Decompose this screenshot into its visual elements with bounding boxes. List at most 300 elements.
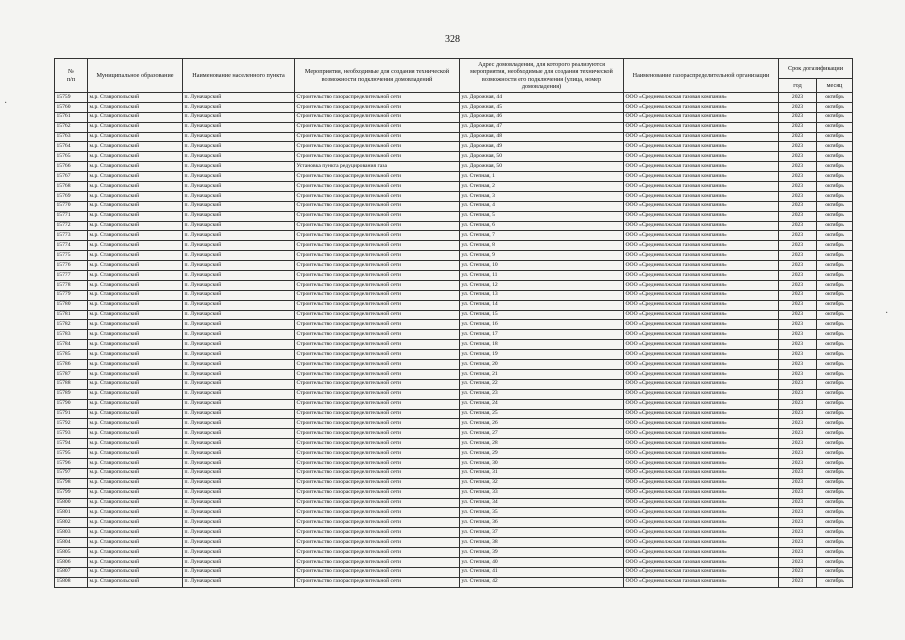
cell-number: 15783 — [55, 330, 88, 340]
table-row — [55, 320, 853, 330]
cell-address: ул. Степная, 26 — [460, 419, 624, 429]
table-row — [55, 162, 853, 172]
cell-number: 15790 — [55, 399, 88, 409]
cell-number: 15775 — [55, 251, 88, 261]
table-row — [55, 547, 853, 557]
cell-measure: Строительство газораспределительной сети — [295, 112, 460, 122]
cell-municipality: м.р. Ставропольский — [88, 132, 183, 142]
cell-address: ул. Степная, 13 — [460, 290, 624, 300]
cell-month: октябрь — [817, 429, 853, 439]
margin-scan-mark: · — [4, 98, 8, 109]
header-measures: Мероприятия, необходимые для создания технической возможности подключения домовладений — [295, 59, 460, 93]
cell-address: ул. Степная, 5 — [460, 211, 624, 221]
cell-gas-organization: ООО «Средневолжская газовая компания» — [624, 182, 779, 192]
cell-number: 15781 — [55, 310, 88, 320]
cell-month: октябрь — [817, 458, 853, 468]
cell-year: 2023 — [779, 439, 817, 449]
cell-address: ул. Степная, 10 — [460, 261, 624, 271]
cell-measure: Строительство газораспределительной сети — [295, 538, 460, 548]
cell-number: 15794 — [55, 439, 88, 449]
cell-gas-organization: ООО «Средневолжская газовая компания» — [624, 201, 779, 211]
cell-gas-organization: ООО «Средневолжская газовая компания» — [624, 488, 779, 498]
cell-year: 2023 — [779, 261, 817, 271]
cell-address: ул. Дорожная, 50 — [460, 162, 624, 172]
cell-gas-organization: ООО «Средневолжская газовая компания» — [624, 518, 779, 528]
table-row — [55, 478, 853, 488]
cell-year: 2023 — [779, 350, 817, 360]
cell-address: ул. Степная, 36 — [460, 518, 624, 528]
table-row — [55, 251, 853, 261]
cell-gas-organization: ООО «Средневолжская газовая компания» — [624, 557, 779, 567]
cell-number: 15767 — [55, 172, 88, 182]
cell-municipality: м.р. Ставропольский — [88, 409, 183, 419]
cell-settlement: п. Луначарский — [183, 142, 295, 152]
cell-municipality: м.р. Ставропольский — [88, 310, 183, 320]
cell-address: ул. Степная, 28 — [460, 439, 624, 449]
table-row — [55, 350, 853, 360]
table-row — [55, 518, 853, 528]
cell-municipality: м.р. Ставропольский — [88, 320, 183, 330]
table-row — [55, 449, 853, 459]
cell-settlement: п. Луначарский — [183, 547, 295, 557]
cell-number: 15762 — [55, 122, 88, 132]
table-row — [55, 360, 853, 370]
cell-municipality: м.р. Ставропольский — [88, 271, 183, 281]
cell-month: октябрь — [817, 488, 853, 498]
cell-address: ул. Степная, 32 — [460, 478, 624, 488]
cell-municipality: м.р. Ставропольский — [88, 251, 183, 261]
cell-number: 15786 — [55, 360, 88, 370]
cell-municipality: м.р. Ставропольский — [88, 577, 183, 587]
cell-year: 2023 — [779, 271, 817, 281]
table-body — [55, 93, 853, 588]
cell-gas-organization: ООО «Средневолжская газовая компания» — [624, 449, 779, 459]
cell-address: ул. Степная, 4 — [460, 201, 624, 211]
cell-address: ул. Степная, 1 — [460, 172, 624, 182]
table-row — [55, 567, 853, 577]
table-row — [55, 221, 853, 231]
cell-number: 15763 — [55, 132, 88, 142]
cell-gas-organization: ООО «Средневолжская газовая компания» — [624, 93, 779, 103]
cell-gas-organization: ООО «Средневолжская газовая компания» — [624, 330, 779, 340]
cell-settlement: п. Луначарский — [183, 112, 295, 122]
cell-measure: Строительство газораспределительной сети — [295, 340, 460, 350]
cell-settlement: п. Луначарский — [183, 162, 295, 172]
cell-gas-organization: ООО «Средневолжская газовая компания» — [624, 399, 779, 409]
table-row — [55, 340, 853, 350]
cell-month: октябрь — [817, 577, 853, 587]
cell-year: 2023 — [779, 201, 817, 211]
cell-settlement: п. Луначарский — [183, 132, 295, 142]
cell-measure: Строительство газораспределительной сети — [295, 508, 460, 518]
cell-number: 15766 — [55, 162, 88, 172]
cell-number: 15787 — [55, 369, 88, 379]
cell-year: 2023 — [779, 320, 817, 330]
cell-municipality: м.р. Ставропольский — [88, 488, 183, 498]
cell-settlement: п. Луначарский — [183, 468, 295, 478]
cell-address: ул. Дорожная, 50 — [460, 152, 624, 162]
cell-address: ул. Степная, 30 — [460, 458, 624, 468]
cell-municipality: м.р. Ставропольский — [88, 429, 183, 439]
cell-settlement: п. Луначарский — [183, 182, 295, 192]
cell-measure: Строительство газораспределительной сети — [295, 182, 460, 192]
cell-month: октябрь — [817, 142, 853, 152]
cell-year: 2023 — [779, 528, 817, 538]
table-row — [55, 191, 853, 201]
cell-gas-organization: ООО «Средневолжская газовая компания» — [624, 389, 779, 399]
cell-gas-organization: ООО «Средневолжская газовая компания» — [624, 172, 779, 182]
cell-settlement: п. Луначарский — [183, 577, 295, 587]
cell-year: 2023 — [779, 389, 817, 399]
cell-year: 2023 — [779, 508, 817, 518]
cell-measure: Строительство газораспределительной сети — [295, 201, 460, 211]
cell-month: октябрь — [817, 330, 853, 340]
cell-gas-organization: ООО «Средневолжская газовая компания» — [624, 379, 779, 389]
cell-number: 15770 — [55, 201, 88, 211]
cell-gas-organization: ООО «Средневолжская газовая компания» — [624, 458, 779, 468]
cell-year: 2023 — [779, 488, 817, 498]
cell-municipality: м.р. Ставропольский — [88, 142, 183, 152]
cell-number: 15772 — [55, 221, 88, 231]
cell-number: 15774 — [55, 241, 88, 251]
cell-address: ул. Степная, 18 — [460, 340, 624, 350]
cell-number: 15796 — [55, 458, 88, 468]
cell-settlement: п. Луначарский — [183, 211, 295, 221]
cell-municipality: м.р. Ставропольский — [88, 567, 183, 577]
cell-settlement: п. Луначарский — [183, 369, 295, 379]
cell-gas-organization: ООО «Средневолжская газовая компания» — [624, 152, 779, 162]
cell-number: 15765 — [55, 152, 88, 162]
cell-month: октябрь — [817, 280, 853, 290]
cell-month: октябрь — [817, 241, 853, 251]
table-row — [55, 577, 853, 587]
cell-year: 2023 — [779, 280, 817, 290]
cell-measure: Строительство газораспределительной сети — [295, 449, 460, 459]
cell-measure: Строительство газораспределительной сети — [295, 152, 460, 162]
cell-gas-organization: ООО «Средневолжская газовая компания» — [624, 528, 779, 538]
table-row — [55, 538, 853, 548]
cell-number: 15807 — [55, 567, 88, 577]
cell-settlement: п. Луначарский — [183, 330, 295, 340]
cell-year: 2023 — [779, 449, 817, 459]
cell-measure: Строительство газораспределительной сети — [295, 547, 460, 557]
cell-measure: Строительство газораспределительной сети — [295, 330, 460, 340]
cell-number: 15784 — [55, 340, 88, 350]
cell-address: ул. Степная, 11 — [460, 271, 624, 281]
cell-month: октябрь — [817, 498, 853, 508]
cell-address: ул. Степная, 33 — [460, 488, 624, 498]
cell-month: октябрь — [817, 93, 853, 103]
cell-municipality: м.р. Ставропольский — [88, 419, 183, 429]
cell-year: 2023 — [779, 191, 817, 201]
cell-month: октябрь — [817, 201, 853, 211]
cell-measure: Строительство газораспределительной сети — [295, 360, 460, 370]
cell-number: 15795 — [55, 449, 88, 459]
cell-measure: Строительство газораспределительной сети — [295, 498, 460, 508]
cell-measure: Строительство газораспределительной сети — [295, 271, 460, 281]
cell-number: 15792 — [55, 419, 88, 429]
cell-year: 2023 — [779, 478, 817, 488]
cell-number: 15797 — [55, 468, 88, 478]
cell-settlement: п. Луначарский — [183, 498, 295, 508]
cell-gas-organization: ООО «Средневолжская газовая компания» — [624, 439, 779, 449]
cell-municipality: м.р. Ставропольский — [88, 191, 183, 201]
cell-month: октябрь — [817, 152, 853, 162]
cell-gas-organization: ООО «Средневолжская газовая компания» — [624, 211, 779, 221]
cell-address: ул. Степная, 19 — [460, 350, 624, 360]
table-row — [55, 557, 853, 567]
cell-settlement: п. Луначарский — [183, 478, 295, 488]
cell-gas-organization: ООО «Средневолжская газовая компания» — [624, 231, 779, 241]
cell-number: 15805 — [55, 547, 88, 557]
cell-address: ул. Степная, 17 — [460, 330, 624, 340]
cell-measure: Строительство газораспределительной сети — [295, 102, 460, 112]
cell-settlement: п. Луначарский — [183, 528, 295, 538]
cell-gas-organization: ООО «Средневолжская газовая компания» — [624, 142, 779, 152]
cell-measure: Строительство газораспределительной сети — [295, 310, 460, 320]
cell-measure: Строительство газораспределительной сети — [295, 142, 460, 152]
cell-year: 2023 — [779, 211, 817, 221]
cell-year: 2023 — [779, 102, 817, 112]
cell-gas-organization: ООО «Средневолжская газовая компания» — [624, 221, 779, 231]
header-gas-org: Наименование газораспределительной организации — [624, 59, 779, 93]
cell-settlement: п. Луначарский — [183, 508, 295, 518]
cell-month: октябрь — [817, 172, 853, 182]
cell-municipality: м.р. Ставропольский — [88, 439, 183, 449]
cell-year: 2023 — [779, 251, 817, 261]
cell-gas-organization: ООО «Средневолжская газовая компания» — [624, 300, 779, 310]
cell-year: 2023 — [779, 112, 817, 122]
cell-address: ул. Степная, 23 — [460, 389, 624, 399]
cell-settlement: п. Луначарский — [183, 172, 295, 182]
cell-measure: Строительство газораспределительной сети — [295, 429, 460, 439]
cell-measure: Строительство газораспределительной сети — [295, 280, 460, 290]
cell-month: октябрь — [817, 310, 853, 320]
cell-municipality: м.р. Ставропольский — [88, 280, 183, 290]
table-row — [55, 271, 853, 281]
cell-year: 2023 — [779, 330, 817, 340]
table-row — [55, 280, 853, 290]
cell-measure: Строительство газораспределительной сети — [295, 241, 460, 251]
cell-address: ул. Степная, 37 — [460, 528, 624, 538]
cell-municipality: м.р. Ставропольский — [88, 102, 183, 112]
cell-gas-organization: ООО «Средневолжская газовая компания» — [624, 429, 779, 439]
header-address: Адрес домовладения, для которого реализуются мероприятия, необходимые для создания технической возможности его подключения (улица, номер домовладения) — [460, 59, 624, 93]
cell-number: 15771 — [55, 211, 88, 221]
cell-year: 2023 — [779, 547, 817, 557]
table-row — [55, 300, 853, 310]
cell-address: ул. Степная, 7 — [460, 231, 624, 241]
cell-month: октябрь — [817, 300, 853, 310]
cell-address: ул. Степная, 31 — [460, 468, 624, 478]
cell-measure: Строительство газораспределительной сети — [295, 518, 460, 528]
cell-year: 2023 — [779, 409, 817, 419]
cell-settlement: п. Луначарский — [183, 340, 295, 350]
cell-month: октябрь — [817, 271, 853, 281]
cell-municipality: м.р. Ставропольский — [88, 290, 183, 300]
cell-address: ул. Степная, 15 — [460, 310, 624, 320]
cell-settlement: п. Луначарский — [183, 360, 295, 370]
cell-gas-organization: ООО «Средневолжская газовая компания» — [624, 508, 779, 518]
cell-settlement: п. Луначарский — [183, 241, 295, 251]
cell-address: ул. Дорожная, 47 — [460, 122, 624, 132]
cell-address: ул. Степная, 2 — [460, 182, 624, 192]
header-term: Срок догазификации — [779, 59, 853, 79]
cell-municipality: м.р. Ставропольский — [88, 231, 183, 241]
cell-gas-organization: ООО «Средневолжская газовая компания» — [624, 261, 779, 271]
cell-year: 2023 — [779, 300, 817, 310]
cell-year: 2023 — [779, 468, 817, 478]
cell-measure: Строительство газораспределительной сети — [295, 231, 460, 241]
cell-number: 15769 — [55, 191, 88, 201]
cell-number: 15782 — [55, 320, 88, 330]
cell-address: ул. Степная, 24 — [460, 399, 624, 409]
cell-year: 2023 — [779, 122, 817, 132]
cell-municipality: м.р. Ставропольский — [88, 201, 183, 211]
cell-year: 2023 — [779, 231, 817, 241]
cell-measure: Строительство газораспределительной сети — [295, 211, 460, 221]
cell-municipality: м.р. Ставропольский — [88, 360, 183, 370]
cell-settlement: п. Луначарский — [183, 152, 295, 162]
cell-settlement: п. Луначарский — [183, 261, 295, 271]
gasification-table — [54, 58, 853, 588]
cell-year: 2023 — [779, 152, 817, 162]
cell-month: октябрь — [817, 528, 853, 538]
table-row — [55, 172, 853, 182]
cell-address: ул. Степная, 35 — [460, 508, 624, 518]
cell-address: ул. Дорожная, 46 — [460, 112, 624, 122]
cell-settlement: п. Луначарский — [183, 409, 295, 419]
cell-address: ул. Степная, 22 — [460, 379, 624, 389]
cell-settlement: п. Луначарский — [183, 251, 295, 261]
cell-address: ул. Степная, 21 — [460, 369, 624, 379]
cell-month: октябрь — [817, 191, 853, 201]
cell-gas-organization: ООО «Средневолжская газовая компания» — [624, 251, 779, 261]
cell-gas-organization: ООО «Средневолжская газовая компания» — [624, 567, 779, 577]
cell-measure: Строительство газораспределительной сети — [295, 261, 460, 271]
cell-year: 2023 — [779, 557, 817, 567]
cell-measure: Строительство газораспределительной сети — [295, 350, 460, 360]
cell-measure: Строительство газораспределительной сети — [295, 290, 460, 300]
cell-year: 2023 — [779, 567, 817, 577]
cell-year: 2023 — [779, 310, 817, 320]
cell-number: 15778 — [55, 280, 88, 290]
cell-year: 2023 — [779, 340, 817, 350]
cell-address: ул. Степная, 20 — [460, 360, 624, 370]
cell-municipality: м.р. Ставропольский — [88, 330, 183, 340]
cell-number: 15806 — [55, 557, 88, 567]
cell-settlement: п. Луначарский — [183, 458, 295, 468]
cell-year: 2023 — [779, 93, 817, 103]
cell-measure: Строительство газораспределительной сети — [295, 320, 460, 330]
cell-settlement: п. Луначарский — [183, 538, 295, 548]
cell-settlement: п. Луначарский — [183, 271, 295, 281]
cell-year: 2023 — [779, 142, 817, 152]
cell-settlement: п. Луначарский — [183, 557, 295, 567]
cell-municipality: м.р. Ставропольский — [88, 379, 183, 389]
cell-settlement: п. Луначарский — [183, 191, 295, 201]
table-row — [55, 439, 853, 449]
cell-settlement: п. Луначарский — [183, 419, 295, 429]
cell-address: ул. Степная, 42 — [460, 577, 624, 587]
table-row — [55, 261, 853, 271]
cell-measure: Строительство газораспределительной сети — [295, 567, 460, 577]
table-row — [55, 379, 853, 389]
margin-scan-mark: · — [885, 308, 889, 319]
cell-municipality: м.р. Ставропольский — [88, 449, 183, 459]
cell-municipality: м.р. Ставропольский — [88, 350, 183, 360]
cell-municipality: м.р. Ставропольский — [88, 538, 183, 548]
cell-address: ул. Степная, 39 — [460, 547, 624, 557]
cell-number: 15789 — [55, 389, 88, 399]
cell-measure: Строительство газораспределительной сети — [295, 399, 460, 409]
table-row — [55, 93, 853, 103]
cell-number: 15798 — [55, 478, 88, 488]
table-row — [55, 310, 853, 320]
cell-municipality: м.р. Ставропольский — [88, 399, 183, 409]
cell-number: 15780 — [55, 300, 88, 310]
cell-address: ул. Степная, 16 — [460, 320, 624, 330]
cell-gas-organization: ООО «Средневолжская газовая компания» — [624, 498, 779, 508]
cell-measure: Строительство газораспределительной сети — [295, 577, 460, 587]
cell-month: октябрь — [817, 340, 853, 350]
cell-municipality: м.р. Ставропольский — [88, 468, 183, 478]
cell-month: октябрь — [817, 102, 853, 112]
cell-gas-organization: ООО «Средневолжская газовая компания» — [624, 547, 779, 557]
cell-year: 2023 — [779, 172, 817, 182]
cell-month: октябрь — [817, 261, 853, 271]
cell-address: ул. Степная, 38 — [460, 538, 624, 548]
cell-month: октябрь — [817, 409, 853, 419]
cell-number: 15759 — [55, 93, 88, 103]
cell-gas-organization: ООО «Средневолжская газовая компания» — [624, 478, 779, 488]
cell-year: 2023 — [779, 458, 817, 468]
cell-year: 2023 — [779, 132, 817, 142]
cell-municipality: м.р. Ставропольский — [88, 478, 183, 488]
cell-measure: Строительство газораспределительной сети — [295, 122, 460, 132]
cell-month: октябрь — [817, 231, 853, 241]
cell-year: 2023 — [779, 419, 817, 429]
cell-month: октябрь — [817, 419, 853, 429]
cell-number: 15800 — [55, 498, 88, 508]
cell-gas-organization: ООО «Средневолжская газовая компания» — [624, 340, 779, 350]
cell-year: 2023 — [779, 399, 817, 409]
header-month: месяц — [817, 79, 853, 93]
cell-number: 15768 — [55, 182, 88, 192]
table-row — [55, 458, 853, 468]
cell-month: октябрь — [817, 251, 853, 261]
cell-number: 15776 — [55, 261, 88, 271]
table-row — [55, 211, 853, 221]
table-row — [55, 498, 853, 508]
table-row — [55, 201, 853, 211]
cell-month: октябрь — [817, 518, 853, 528]
cell-month: октябрь — [817, 320, 853, 330]
cell-municipality: м.р. Ставропольский — [88, 498, 183, 508]
cell-settlement: п. Луначарский — [183, 350, 295, 360]
cell-number: 15785 — [55, 350, 88, 360]
cell-number: 15801 — [55, 508, 88, 518]
cell-number: 15777 — [55, 271, 88, 281]
cell-month: октябрь — [817, 132, 853, 142]
cell-address: ул. Дорожная, 45 — [460, 102, 624, 112]
cell-measure: Строительство газораспределительной сети — [295, 419, 460, 429]
cell-settlement: п. Луначарский — [183, 122, 295, 132]
cell-number: 15799 — [55, 488, 88, 498]
cell-year: 2023 — [779, 369, 817, 379]
cell-settlement: п. Луначарский — [183, 439, 295, 449]
table-row — [55, 241, 853, 251]
